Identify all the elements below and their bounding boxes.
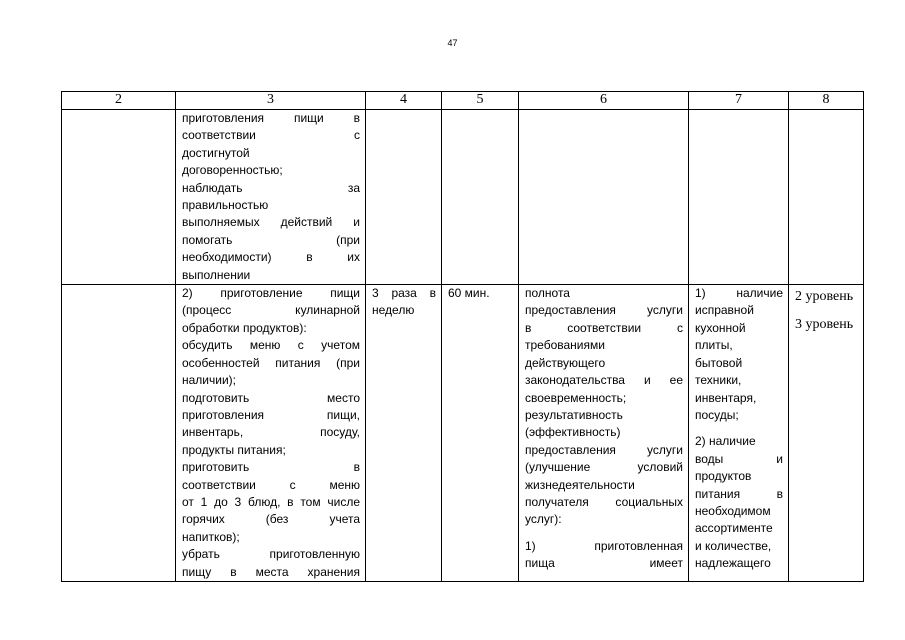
text-line: надлежащего bbox=[695, 556, 771, 571]
text-line: пищу в места хранения bbox=[182, 564, 360, 579]
text-line: исправной bbox=[695, 303, 754, 318]
text-line: убрать приготовленную bbox=[182, 547, 360, 562]
text-line: соответствии с меню bbox=[182, 477, 360, 492]
row2-col3-cell bbox=[176, 285, 366, 582]
text-line: продуктов bbox=[695, 469, 752, 484]
text-line: наличии); bbox=[182, 373, 236, 388]
text-line: полнота bbox=[525, 286, 570, 301]
text-line: услуг): bbox=[525, 512, 562, 527]
row1-col2-cell bbox=[62, 110, 176, 285]
row1-col8-cell bbox=[789, 110, 864, 285]
text-line: плиты, bbox=[695, 338, 733, 353]
text-line: особенностей питания (при bbox=[182, 355, 360, 370]
text-line: 2) наличие bbox=[695, 434, 756, 449]
text-line: ассортименте bbox=[695, 521, 773, 536]
text-line: предоставления услуги bbox=[525, 442, 683, 457]
text-line: законодательства и ее bbox=[525, 373, 683, 388]
text-line: (улучшение условий bbox=[525, 460, 683, 475]
text-line: воды и bbox=[695, 451, 783, 466]
text-line: напитков); bbox=[182, 529, 240, 544]
text-line: инвентарь, посуду, bbox=[182, 425, 360, 440]
text-line: бытовой bbox=[695, 355, 743, 370]
text-line: инвентаря, bbox=[695, 390, 757, 405]
services-table bbox=[61, 91, 864, 582]
row2-col5-cell bbox=[442, 285, 519, 582]
text-line: выполнении bbox=[182, 267, 251, 282]
text-line: приготовить в bbox=[182, 460, 360, 475]
text-line: приготовления пищи в bbox=[182, 111, 360, 125]
text-line: питания в bbox=[695, 486, 783, 501]
text-line: в соответствии с bbox=[525, 320, 683, 335]
text-line: 2) приготовление пищи bbox=[182, 286, 360, 301]
text-line: достигнутой bbox=[182, 145, 250, 160]
table-row bbox=[62, 110, 864, 285]
text-line: обработки продуктов): bbox=[182, 320, 307, 335]
text-line: необходимом bbox=[695, 503, 771, 518]
duration-text: 60 мин. bbox=[448, 286, 490, 301]
page-number: 47 bbox=[447, 38, 458, 48]
text-line: (процесс кулинарной bbox=[182, 303, 360, 318]
header-cell-col5: 5 bbox=[442, 92, 519, 110]
frequency-line: неделю bbox=[372, 303, 415, 318]
row2-col4-cell bbox=[366, 285, 442, 582]
frequency-line: 3 раза в bbox=[372, 286, 436, 301]
text-line: предоставления услуги bbox=[525, 303, 683, 318]
header-cell-col6: 6 bbox=[519, 92, 689, 110]
header-row bbox=[62, 92, 864, 110]
text-line: 1) приготовленная bbox=[525, 538, 683, 553]
text-line: подготовить место bbox=[182, 390, 360, 405]
text-line: пища имеет bbox=[525, 556, 683, 571]
row1-col3-cell bbox=[176, 110, 366, 285]
row2-col8-cell bbox=[789, 285, 864, 582]
row1-col6-cell bbox=[519, 110, 689, 285]
text-line: помогать (при bbox=[182, 232, 360, 247]
row1-col4-cell bbox=[366, 110, 442, 285]
row2-col7-cell bbox=[689, 285, 789, 582]
text-line: жизнедеятельности bbox=[525, 477, 635, 492]
row1-col5-cell bbox=[442, 110, 519, 285]
text-line: и количестве, bbox=[695, 538, 772, 553]
text-line: техники, bbox=[695, 373, 742, 388]
text-line: 1) наличие bbox=[695, 286, 783, 301]
text-line: кухонной bbox=[695, 320, 746, 335]
row1-col7-cell bbox=[689, 110, 789, 285]
text-line: от 1 до 3 блюд, в том числе bbox=[182, 494, 360, 509]
text-line: горячих (без учета bbox=[182, 512, 360, 527]
text-line: выполняемых действий и bbox=[182, 215, 360, 230]
text-line: (эффективность) bbox=[525, 425, 621, 440]
text-line: своевременность; bbox=[525, 390, 627, 405]
text-line: обсудить меню с учетом bbox=[182, 338, 360, 353]
header-cell-col7: 7 bbox=[689, 92, 789, 110]
text-line: правильностью bbox=[182, 198, 269, 213]
text-line: договоренностью; bbox=[182, 163, 283, 178]
text-line: результативность bbox=[525, 407, 623, 422]
level-label: 3 уровень bbox=[795, 317, 854, 333]
text-line: действующего bbox=[525, 355, 606, 370]
header-cell-col2: 2 bbox=[62, 92, 176, 110]
table-row bbox=[62, 285, 864, 582]
text-line: необходимости) в их bbox=[182, 250, 360, 265]
text-line: требованиями bbox=[525, 338, 605, 353]
text-line: посуды; bbox=[695, 407, 739, 422]
text-line: приготовления пищи, bbox=[182, 407, 360, 422]
level-label: 2 уровень bbox=[795, 289, 854, 305]
header-cell-col8: 8 bbox=[789, 92, 864, 110]
header-cell-col4: 4 bbox=[366, 92, 442, 110]
header-cell-col3: 3 bbox=[176, 92, 366, 110]
text-line: соответствии с bbox=[182, 128, 360, 143]
row2-col2-cell bbox=[62, 285, 176, 582]
text-line: наблюдать за bbox=[182, 180, 360, 195]
row2-col6-cell bbox=[519, 285, 689, 582]
text-line: продукты питания; bbox=[182, 442, 286, 457]
text-line: получателя социальных bbox=[525, 494, 683, 509]
